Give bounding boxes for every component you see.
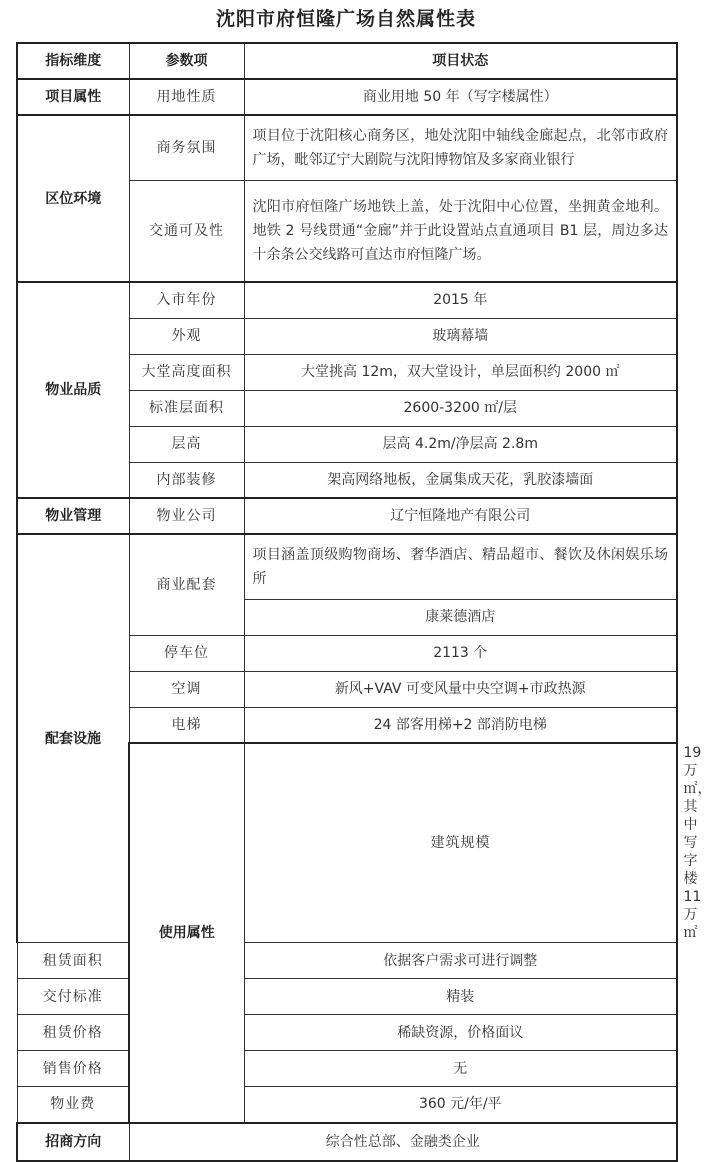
parameter-cell: 物业公司 (129, 498, 244, 534)
parameter-cell: 外观 (129, 318, 244, 354)
header-status: 项目状态 (244, 43, 677, 79)
table-row (17, 115, 677, 180)
dimension-cell: 招商方向 (17, 1123, 129, 1161)
value-cell: 稀缺资源，价格面议 (244, 1015, 677, 1051)
parameter-cell: 入市年份 (129, 282, 244, 318)
parameter-cell: 标准层面积 (129, 390, 244, 426)
table-row (17, 1087, 677, 1123)
value-cell: 2015 年 (244, 282, 677, 318)
table-row (17, 498, 677, 534)
parameter-cell: 物业费 (17, 1087, 129, 1123)
value-cell: 项目位于沈阳核心商务区，地处沈阳中轴线金廊起点，北邻市政府广场，毗邻辽宁大剧院与沈阳博物馆及多家商业银行 (244, 115, 677, 180)
attribute-table (16, 42, 712, 1162)
dimension-cell: 区位环境 (17, 115, 129, 282)
parameter-cell: 租赁面积 (17, 943, 129, 979)
value-cell: 依据客户需求可进行调整 (244, 943, 677, 979)
parameter-cell: 大堂高度面积 (129, 354, 244, 390)
table-row (17, 1123, 677, 1161)
dimension-cell: 使用属性 (129, 743, 244, 1123)
table-title: 沈阳市府恒隆广场自然属性表 (215, 8, 476, 30)
value-cell: 无 (244, 1051, 677, 1087)
parameter-cell: 电梯 (129, 707, 244, 743)
value-cell: 项目涵盖顶级购物商场、奢华酒店、精品超市、餐饮及休闲娱乐场所 (244, 534, 677, 599)
parameter-cell: 商务氛围 (129, 115, 244, 180)
dimension-cell: 配套设施 (17, 534, 129, 943)
parameter-cell: 空调 (129, 671, 244, 707)
parameter-cell: 租赁价格 (17, 1015, 129, 1051)
parameter-cell: 停车位 (129, 635, 244, 671)
table-row (17, 1015, 677, 1051)
value-cell: 精装 (244, 979, 677, 1015)
header-dimension: 指标维度 (17, 43, 129, 79)
value-cell: 2113 个 (244, 635, 677, 671)
value-cell: 沈阳市府恒隆广场地铁上盖，处于沈阳中心位置，坐拥黄金地利。地铁 2 号线贯通“金廊”并于此设置站点直通项目 B1 层，周边多达十余条公交线路可直达市府恒隆广场。 (244, 180, 677, 282)
value-cell: 玻璃幕墙 (244, 318, 677, 354)
parameter-cell: 商业配套 (129, 534, 244, 635)
parameter-cell: 建筑规模 (244, 743, 677, 943)
dimension-cell: 物业管理 (17, 498, 129, 534)
value-cell: 辽宁恒隆地产有限公司 (244, 498, 677, 534)
value-cell: 商业用地 50 年（写字楼属性） (244, 79, 677, 115)
value-cell: 综合性总部、金融类企业 (129, 1123, 677, 1161)
dimension-cell: 项目属性 (17, 79, 129, 115)
value-cell: 层高 4.2m/净层高 2.8m (244, 426, 677, 462)
table-row (17, 282, 677, 318)
table-row (17, 79, 677, 115)
table-header-row (17, 43, 677, 79)
value-cell: 24 部客用梯+2 部消防电梯 (244, 707, 677, 743)
header-parameter: 参数项 (129, 43, 244, 79)
value-cell: 康莱德酒店 (244, 599, 677, 635)
table-row (17, 534, 677, 599)
table-row: 使用属性 建筑规模 19 万㎡，其中写字楼 11 万㎡ (17, 743, 677, 943)
parameter-cell: 内部装修 (129, 462, 244, 498)
parameter-cell: 交付标准 (17, 979, 129, 1015)
value-cell: 2600-3200 ㎡/层 (244, 390, 677, 426)
table-row (17, 943, 677, 979)
table-row (17, 1051, 677, 1087)
value-cell: 360 元/年/平 (244, 1087, 677, 1123)
value-cell: 架高网络地板，金属集成天花，乳胶漆墙面 (244, 462, 677, 498)
parameter-cell: 用地性质 (129, 79, 244, 115)
table-row (17, 979, 677, 1015)
dimension-cell: 物业品质 (17, 282, 129, 498)
parameter-cell: 交通可及性 (129, 180, 244, 282)
parameter-cell: 层高 (129, 426, 244, 462)
value-cell: 大堂挑高 12m，双大堂设计，单层面积约 2000 ㎡ (244, 354, 677, 390)
parameter-cell: 销售价格 (17, 1051, 129, 1087)
value-cell: 新风+VAV 可变风量中央空调+市政热源 (244, 671, 677, 707)
